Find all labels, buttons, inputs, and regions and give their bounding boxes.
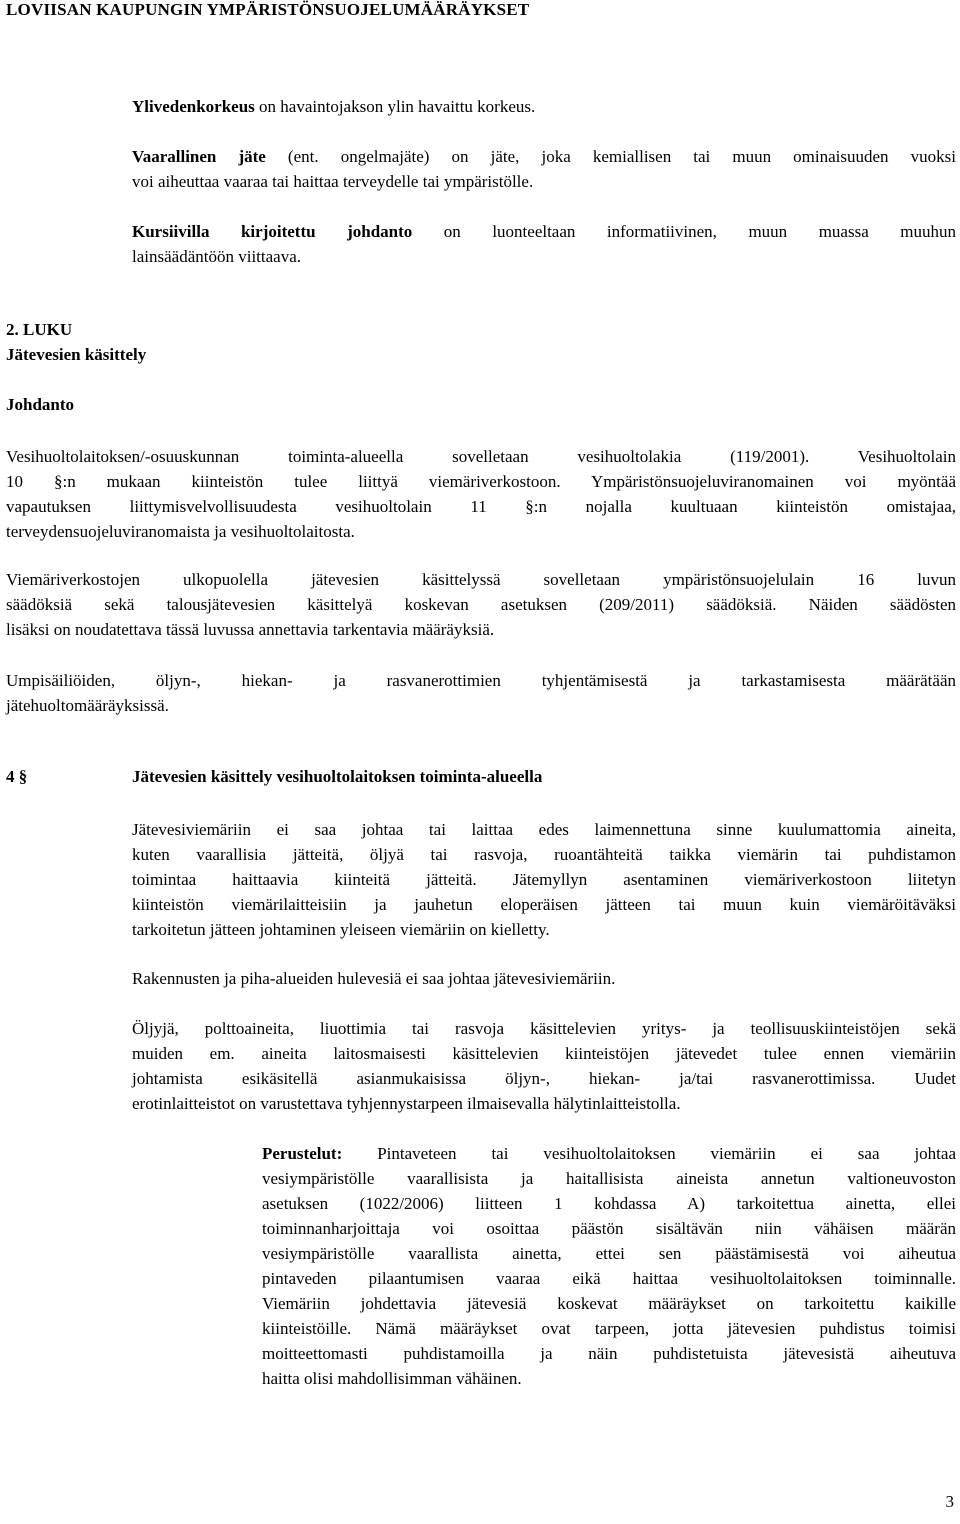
paragraph-line: säädöksiä sekä talousjätevesien käsittelyä koskevan asetuksen (209/2011) säädöksiä. Näiden säädösten <box>6 595 956 614</box>
definition-term: Ylivedenkorkeus <box>132 97 255 116</box>
paragraph-line: erotinlaitteistot on varustettava tyhjennystarpeen ilmaisevalla hälytinlaitteistolla. <box>132 1094 681 1113</box>
paragraph-line: pintaveden pilaantumisen vaaraa eikä haittaa vesihuoltolaitoksen toiminnalle. <box>262 1269 956 1288</box>
perustelut-label: Perustelut: <box>262 1144 343 1163</box>
paragraph-line: moitteettomasti puhdistamoilla ja näin puhdistetuista jätevesistä aiheutuva <box>262 1344 956 1363</box>
paragraph-line: vapautuksen liittymisvelvollisuudesta vesihuoltolain 11 §:n nojalla kuultuaan kiinteistön omistajaa, <box>6 497 956 516</box>
paragraph-line: haitta olisi mahdollisimman vähäinen. <box>262 1369 522 1388</box>
paragraph-line: asetuksen (1022/2006) liitteen 1 kohdassa A) tarkoitettua ainetta, ellei <box>262 1194 956 1213</box>
definition-text: voi aiheuttaa vaaraa tai haittaa terveydelle tai ympäristölle. <box>132 172 534 191</box>
paragraph-line: jätehuoltomääräyksissä. <box>6 696 169 715</box>
paragraph-line: vesiympäristölle vaarallisista ja haitallisista aineista annetun valtioneuvoston <box>262 1169 956 1188</box>
section-paragraph <box>132 817 956 942</box>
paragraph-line: Jätevesiviemäriin ei saa johtaa tai laittaa edes laimennettuna sinne kuulumattomia aineita, <box>132 820 956 839</box>
paragraph-line: Pintaveteen tai vesihuoltolaitoksen viemäriin ei saa johtaa <box>342 1144 956 1163</box>
section-paragraph <box>132 1016 956 1116</box>
paragraph-line: toimintaa haittaavia kiinteitä jätteitä. Jätemyllyn asentaminen viemäriverkostoon liitetyn <box>132 870 956 889</box>
section-number: 4 § <box>6 767 28 786</box>
paragraph-line: Viemäriin johdettavia jätevesiä koskevat määräykset on tarkoitettu kaikille <box>262 1294 956 1313</box>
paragraph-line: kiinteistön viemärilaitteisiin ja jauhetun eloperäisen jätteen tai muun kuin viemäröitäväksi <box>132 895 956 914</box>
paragraph-line: terveydensuojeluviranomaista ja vesihuoltolaitosta. <box>6 522 355 541</box>
paragraph-line: vesiympäristölle vaarallista ainetta, ettei sen päästämisestä voi aiheutua <box>262 1244 956 1263</box>
paragraph-line: Vesihuoltolaitoksen/-osuuskunnan toiminta-alueella sovelletaan vesihuoltolakia (119/2001). Vesihuoltolain <box>6 447 956 466</box>
paragraph-line: Viemäriverkostojen ulkopuolella jätevesien käsittelyssä sovelletaan ympäristönsuojelulain 16 luvun <box>6 570 956 589</box>
chapter-number: 2. LUKU <box>6 320 73 339</box>
paragraph-line: Umpisäiliöiden, öljyn-, hiekan- ja rasvanerottimien tyhjentämisestä ja tarkastamisesta määrätään <box>6 671 956 690</box>
perustelut-block <box>262 1141 956 1391</box>
intro-paragraph <box>6 444 956 544</box>
paragraph-line: 10 §:n mukaan kiinteistön tulee liittyä viemäriverkostoon. Ympäristönsuojeluviranomainen voi myöntää <box>6 472 956 491</box>
definition-text: lainsäädäntöön viittaava. <box>132 247 301 266</box>
section-title: Jätevesien käsittely vesihuoltolaitoksen toiminta-alueella <box>132 767 543 786</box>
paragraph-line: kuten vaarallisia jätteitä, öljyä tai rasvoja, ruoantähteitä taikka viemärin tai puhdistamon <box>132 845 956 864</box>
paragraph-line: lisäksi on noudatettava tässä luvussa annettavia tarkentavia määräyksiä. <box>6 620 495 639</box>
document-header: LOVIISAN KAUPUNGIN YMPÄRISTÖNSUOJELUMÄÄRÄYKSET <box>6 0 530 19</box>
paragraph-line: kiinteistöille. Nämä määräykset ovat tarpeen, jotta jätevesien puhdistus toimisi <box>262 1319 956 1338</box>
definition-text: (ent. ongelmajäte) on jäte, joka kemiallisen tai muun ominaisuuden vuoksi <box>265 147 956 166</box>
paragraph-line: toiminnanharjoittaja voi osoittaa päästön sisältävän niin vähäisen määrän <box>262 1219 956 1238</box>
definition-vaarallinen-jate <box>132 144 956 194</box>
intro-paragraph <box>6 668 956 718</box>
chapter-title: Jätevesien käsittely <box>6 345 147 364</box>
paragraph-line: johtamista esikäsitellä asianmukaisissa öljyn-, hiekan- ja/tai rasvanerottimissa. Uudet <box>132 1069 956 1088</box>
section-paragraph <box>132 966 956 991</box>
paragraph-line: tarkoitetun jätteen johtaminen yleiseen viemäriin on kielletty. <box>132 920 550 939</box>
definition-term: Vaarallinen jäte <box>132 147 266 166</box>
definition-term: Kursiivilla kirjoitettu johdanto <box>132 222 413 241</box>
intro-paragraph <box>6 567 956 642</box>
definition-text: on havaintojakson ylin havaittu korkeus. <box>254 97 536 116</box>
paragraph-line: Rakennusten ja piha-alueiden hulevesiä ei saa johtaa jätevesiviemäriin. <box>132 969 616 988</box>
page-number: 3 <box>945 1492 954 1511</box>
intro-heading: Johdanto <box>6 395 75 414</box>
paragraph-line: Öljyjä, polttoaineita, liuottimia tai rasvoja käsittelevien yritys- ja teollisuuskiinteistöjen sekä <box>132 1019 956 1038</box>
paragraph-line: muiden em. aineita laitosmaisesti käsittelevien kiinteistöjen jätevedet tulee ennen viemäriin <box>132 1044 956 1063</box>
definition-kursiivilla <box>132 219 956 269</box>
definition-ylivedenkorkeus <box>132 94 956 119</box>
definition-text: on luonteeltaan informatiivinen, muun muassa muuhun <box>412 222 956 241</box>
